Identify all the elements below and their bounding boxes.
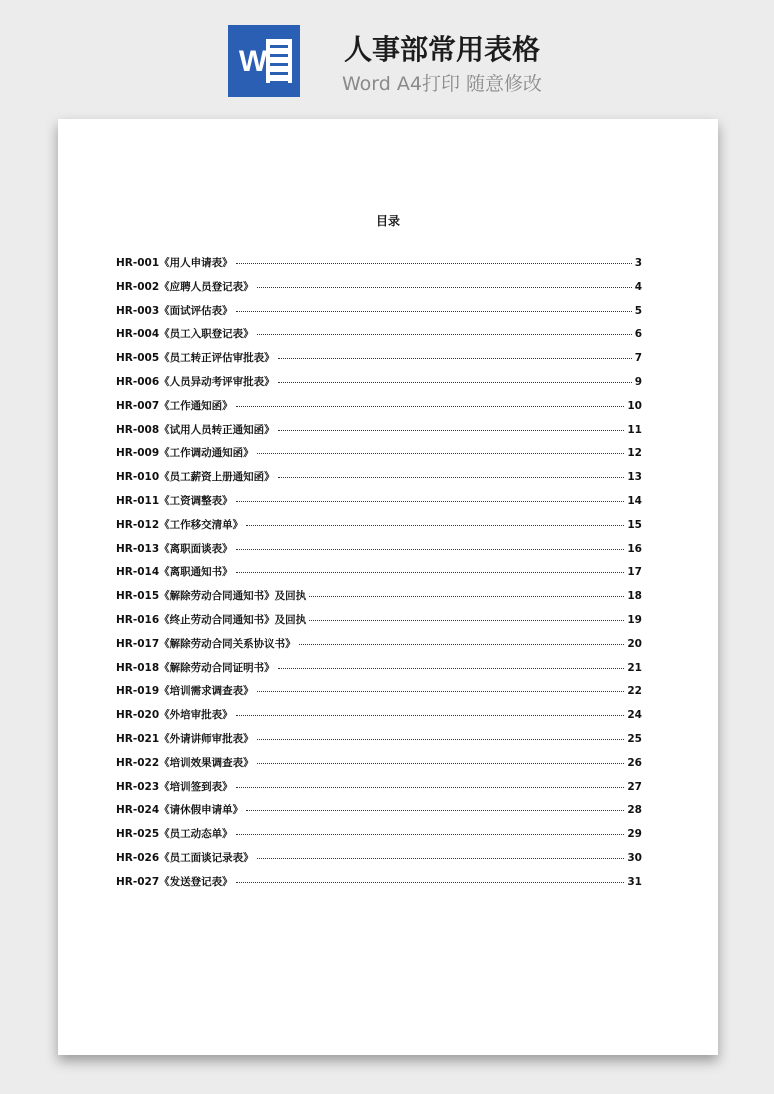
- toc-entry-title: HR-005《员工转正评估审批表》: [116, 352, 275, 365]
- toc-leader: [278, 668, 625, 669]
- toc-leader: [236, 549, 625, 550]
- document-page: [58, 119, 718, 1055]
- toc-entry-title: HR-013《离职面谈表》: [116, 542, 233, 555]
- toc-leader: [236, 263, 632, 264]
- toc-entry-page: 4: [634, 280, 642, 293]
- toc-entry-title: HR-003《面试评估表》: [116, 304, 233, 317]
- toc-entry[interactable]: [116, 374, 642, 398]
- toc-leader: [278, 430, 625, 431]
- toc-entry-page: 19: [627, 613, 642, 626]
- toc-leader: [236, 501, 625, 502]
- toc-entry-page: 30: [627, 851, 642, 864]
- toc-entry-title: HR-022《培训效果调查表》: [116, 756, 254, 769]
- toc-entry[interactable]: [116, 683, 642, 707]
- toc-leader: [236, 834, 625, 835]
- toc-entry[interactable]: [116, 279, 642, 303]
- toc-entry[interactable]: [116, 564, 642, 588]
- toc-entry[interactable]: [116, 445, 642, 469]
- toc-leader: [257, 287, 632, 288]
- toc-entry-title: HR-001《用人申请表》: [116, 257, 233, 269]
- toc-entry[interactable]: [116, 707, 642, 731]
- toc-entry[interactable]: [116, 422, 642, 446]
- toc-leader: [236, 311, 632, 312]
- toc-entry-title: HR-021《外请讲师审批表》: [116, 732, 254, 745]
- toc-leader: [278, 382, 632, 383]
- header-banner: [0, 0, 774, 110]
- toc-entry-title: HR-010《员工薪资上册通知函》: [116, 471, 275, 484]
- toc-entry-title: HR-002《应聘人员登记表》: [116, 280, 254, 293]
- toc-entry-page: 10: [627, 399, 642, 412]
- toc-entry[interactable]: [116, 350, 642, 374]
- toc-entry[interactable]: [116, 469, 642, 493]
- toc-entry-title: HR-026《员工面谈记录表》: [116, 851, 254, 864]
- toc-entry-page: 17: [627, 566, 642, 579]
- toc-entry[interactable]: [116, 660, 642, 684]
- toc-leader: [236, 787, 625, 788]
- toc-entry-title: HR-018《解除劳动合同证明书》: [116, 661, 275, 674]
- word-logo-letter: W: [238, 45, 268, 78]
- toc-entry[interactable]: [116, 303, 642, 327]
- toc-leader: [309, 596, 624, 597]
- toc-entry[interactable]: [116, 493, 642, 517]
- toc-entry[interactable]: [116, 255, 642, 279]
- toc-entry-page: 7: [634, 352, 642, 365]
- toc-entry-page: 31: [627, 875, 642, 888]
- toc-entry-page: 6: [634, 328, 642, 341]
- toc-leader: [257, 858, 625, 859]
- toc-entry-page: 22: [627, 685, 642, 698]
- toc-entry[interactable]: [116, 850, 642, 874]
- toc-entry-title: HR-017《解除劳动合同关系协议书》: [116, 637, 296, 650]
- toc-entry-title: HR-020《外培审批表》: [116, 709, 233, 722]
- toc-entry-title: HR-016《终止劳动合同通知书》及回执: [116, 613, 307, 626]
- toc-entry-title: HR-011《工资调整表》: [116, 494, 233, 507]
- toc-leader: [236, 715, 625, 716]
- toc-entry-page: 9: [634, 375, 642, 388]
- toc-entry[interactable]: [116, 874, 642, 898]
- toc-entry[interactable]: [116, 326, 642, 350]
- toc-entry-title: HR-019《培训需求调查表》: [116, 685, 254, 698]
- toc-leader: [257, 763, 625, 764]
- toc-heading: 目录: [375, 214, 400, 228]
- toc-leader: [246, 525, 624, 526]
- toc-entry-page: 15: [627, 518, 642, 531]
- toc-entry-title: HR-004《员工入职登记表》: [116, 328, 254, 341]
- toc-entry[interactable]: [116, 541, 642, 565]
- toc-entry-page: 27: [627, 780, 642, 793]
- toc-entry[interactable]: [116, 755, 642, 779]
- toc-entry[interactable]: [116, 588, 642, 612]
- toc-entry-title: HR-008《试用人员转正通知函》: [116, 423, 275, 436]
- toc-entry-title: HR-009《工作调动通知函》: [116, 447, 254, 460]
- toc-entry-title: HR-015《解除劳动合同通知书》及回执: [116, 590, 307, 603]
- toc-leader: [236, 882, 625, 883]
- toc-entry-page: 18: [627, 590, 642, 603]
- document-subtitle: Word A4打印 随意修改: [341, 73, 542, 95]
- toc-entry-title: HR-012《工作移交清单》: [116, 518, 244, 531]
- toc-entry-title: HR-014《离职通知书》: [116, 566, 233, 579]
- toc-leader: [299, 644, 625, 645]
- toc-leader: [246, 810, 624, 811]
- toc-leader: [236, 406, 625, 407]
- toc-entry-page: 28: [627, 804, 642, 817]
- toc-leader: [278, 358, 632, 359]
- toc-entry-title: HR-027《发送登记表》: [116, 875, 233, 888]
- toc-entry[interactable]: [116, 826, 642, 850]
- toc-leader: [257, 691, 625, 692]
- toc-leader: [257, 334, 632, 335]
- toc-entry-page: 26: [627, 756, 642, 769]
- toc-entry-page: 13: [627, 471, 642, 484]
- toc-entry[interactable]: [116, 779, 642, 803]
- toc-leader: [236, 572, 625, 573]
- toc-entry-page: 21: [627, 661, 642, 674]
- toc-leader: [309, 620, 624, 621]
- document-title: 人事部常用表格: [343, 33, 540, 66]
- toc-entry[interactable]: [116, 802, 642, 826]
- toc-entry[interactable]: [116, 517, 642, 541]
- toc-entry-page: 16: [627, 542, 642, 555]
- toc-entry-title: HR-024《请休假申请单》: [116, 804, 244, 817]
- toc-entry[interactable]: [116, 612, 642, 636]
- toc-entry-title: HR-006《人员异动考评审批表》: [116, 375, 275, 388]
- toc-leader: [278, 477, 625, 478]
- toc-entry[interactable]: [116, 731, 642, 755]
- toc-list: [116, 255, 642, 898]
- toc-entry-page: 24: [627, 709, 642, 722]
- word-logo-icon: [228, 25, 300, 97]
- toc-entry-title: HR-007《工作通知函》: [116, 399, 233, 412]
- toc-entry-title: HR-023《培训签到表》: [116, 780, 233, 793]
- toc-entry-page: 25: [627, 732, 642, 745]
- toc-entry-page: 5: [634, 304, 642, 317]
- toc-entry[interactable]: [116, 636, 642, 660]
- toc-entry-page: 3: [634, 257, 642, 269]
- toc-entry-page: 29: [627, 828, 642, 841]
- toc-entry-title: HR-025《员工动态单》: [116, 828, 233, 841]
- toc-leader: [257, 739, 625, 740]
- toc-leader: [257, 453, 625, 454]
- toc-entry-page: 11: [627, 423, 642, 436]
- toc-entry[interactable]: [116, 398, 642, 422]
- toc-entry-page: 12: [627, 447, 642, 460]
- toc-entry-page: 14: [627, 494, 642, 507]
- toc-entry-page: 20: [627, 637, 642, 650]
